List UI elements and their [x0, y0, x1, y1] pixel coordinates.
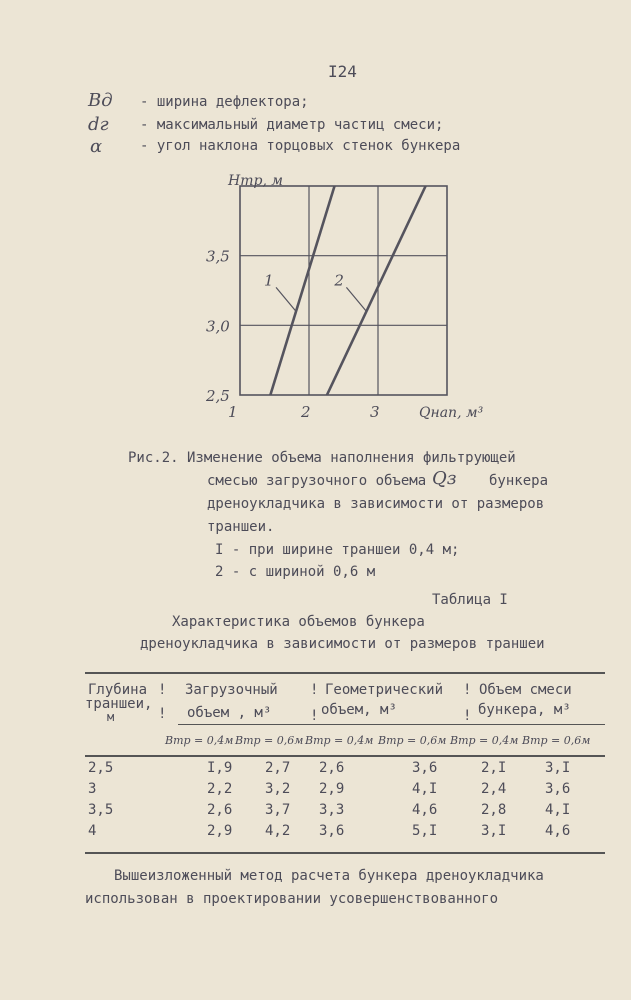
- header-cell: Загрузочный: [185, 682, 278, 698]
- table-cell: 4,2: [265, 823, 291, 839]
- caption-line: I - при ширине траншеи 0,4 м;: [215, 542, 460, 558]
- header-cell: м: [107, 710, 115, 724]
- table-cell: 3,6: [545, 781, 571, 797]
- table-cell: 2,9: [207, 823, 233, 839]
- table-cell: 2,6: [319, 760, 345, 776]
- header-cell: Геометрический: [325, 682, 444, 698]
- caption-line: смесью загрузочного объема: [207, 473, 427, 489]
- header-cell: объем, м³: [321, 702, 397, 718]
- plot-frame: [240, 186, 447, 395]
- y-axis-label: Нтр, м: [228, 173, 283, 189]
- table-cell: 4,6: [545, 823, 571, 839]
- page-number: I24: [328, 62, 357, 81]
- subheader-cell: Втр = 0,4м: [165, 734, 234, 747]
- table-cell: 3,I: [481, 823, 507, 839]
- table-cell: 4,I: [412, 781, 438, 797]
- table-cell: 3,3: [319, 802, 345, 818]
- table-cell: 2,8: [481, 802, 507, 818]
- caption-line: Рис.2. Изменение объема наполнения фильтрующей: [128, 450, 516, 466]
- series-leader: [276, 287, 296, 311]
- x-tick-label: 2: [301, 403, 311, 421]
- table-label: Таблица I: [432, 592, 508, 608]
- x-tick-label: 1: [228, 403, 238, 421]
- table-cell: 4,I: [545, 802, 571, 818]
- x-axis-label: Qнап, м³: [419, 405, 484, 421]
- table-cell: I,9: [207, 760, 233, 776]
- header-cell: бункера, м³: [478, 702, 571, 718]
- table-cell: 3,I: [545, 760, 571, 776]
- legend-symbol: Вд: [88, 90, 113, 111]
- table-cell: 3,6: [412, 760, 438, 776]
- document-page: I24 Вд - ширина дефлектора; dг - максимальный диаметр частиц смеси; α - угол наклона торцовых стенок бункера 1 2 3 2,5 3,0 3,5 Qнап, м³ Нтр, м 1 2 Рис.2. Изменение объема наполнения фильтрующей смесью загрузочного объема Qз бункера дреноукладчика в зависимости от размеров траншеи. I - при ширине траншеи 0,4 м; 2 - с шириной 0,6 м Таблица I Характеристика объемов бункера дреноукладчика в зависимости от размеров траншеи Глубина траншеи, м Загрузочный объем , м³ Геометрический объем, м³ Объем смеси бункера, м³ ! ! ! ! ! ! Втр = 0,4м Втр = 0,6м Втр = 0,4м Втр = 0,6м Втр = 0,4м Втр = 0,6м 2,5 I,9 2,7 2,6 3,6 2,I 3,I 3 2,2 3,2 2,9 4,I 2,4 3,6 3,5 2,6 3,7 3,3 4,6 2,8 4,I 4 2,9 4,2 3,6 5,I 3,I 4,6 Вышеизложенный метод расчета бункера дреноукладчика использован в проектировании усовершенствованного: [0, 0, 631, 1000]
- table-cell: 2,7: [265, 760, 291, 776]
- legend-symbol: α: [90, 136, 103, 157]
- table-cell: 3,7: [265, 802, 291, 818]
- x-tick-label: 3: [370, 403, 380, 421]
- table-cell: 3,6: [319, 823, 345, 839]
- table-cell: 2,2: [207, 781, 233, 797]
- table-cell: 2,5: [88, 760, 114, 776]
- chart: [190, 165, 490, 425]
- caption-line: 2 - с шириной 0,6 м: [215, 564, 376, 580]
- q-symbol: Qз: [432, 468, 457, 489]
- series-line-1: [270, 186, 334, 395]
- legend-text: - угол наклона торцовых стенок бункера: [140, 138, 461, 154]
- subheader-cell: Втр = 0,6м: [378, 734, 447, 747]
- header-cell: объем , м³: [187, 705, 272, 721]
- caption-line: дреноукладчика в зависимости от размеров: [207, 496, 545, 512]
- caption-line: траншеи.: [207, 519, 275, 535]
- table-cell: 2,4: [481, 781, 507, 797]
- header-cell: траншеи,: [85, 696, 153, 712]
- table-cell: 2,I: [481, 760, 507, 776]
- y-tick-label: 3,5: [206, 247, 230, 266]
- legend-symbol: dг: [88, 114, 109, 135]
- subheader-cell: Втр = 0,6м: [235, 734, 304, 747]
- series-leader: [346, 287, 366, 311]
- series-label: 2: [334, 271, 344, 290]
- subheader-cell: Втр = 0,4м: [450, 734, 519, 747]
- table-title: Характеристика объемов бункера: [172, 614, 425, 630]
- table-cell: 3,2: [265, 781, 291, 797]
- y-tick-label: 3,0: [206, 317, 230, 336]
- table-cell: 4: [88, 823, 97, 839]
- paragraph-line: использован в проектировании усовершенствованного: [85, 891, 499, 907]
- header-cell: Глубина: [88, 682, 148, 698]
- caption-line: бункера: [489, 473, 549, 489]
- table-cell: 3: [88, 781, 97, 797]
- y-tick-label: 2,5: [206, 387, 230, 405]
- header-cell: Объем смеси: [479, 682, 572, 698]
- table-cell: 3,5: [88, 802, 114, 818]
- paragraph-line: Вышеизложенный метод расчета бункера дреноукладчика: [114, 868, 544, 884]
- subheader-cell: Втр = 0,4м: [305, 734, 374, 747]
- legend-text: - максимальный диаметр частиц смеси;: [140, 117, 444, 133]
- series-line-2: [327, 186, 426, 395]
- table-cell: 5,I: [412, 823, 438, 839]
- series-label: 1: [264, 271, 274, 290]
- table-cell: 4,6: [412, 802, 438, 818]
- table-title: дреноукладчика в зависимости от размеров траншеи: [140, 636, 545, 652]
- subheader-cell: Втр = 0,6м: [522, 734, 591, 747]
- table-cell: 2,6: [207, 802, 233, 818]
- legend-text: - ширина дефлектора;: [140, 94, 309, 110]
- table-cell: 2,9: [319, 781, 345, 797]
